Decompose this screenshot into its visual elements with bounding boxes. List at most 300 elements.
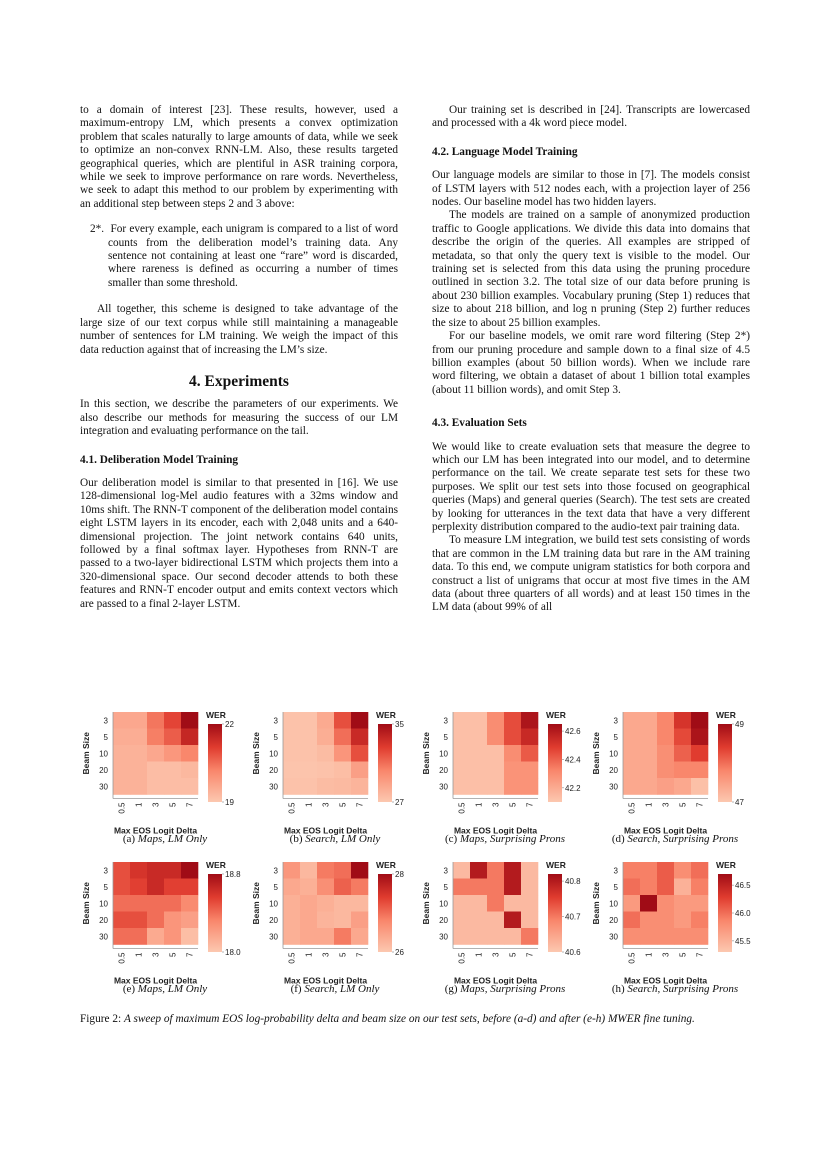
y-axis-label: Beam Size: [591, 881, 601, 925]
y-tick-label: 10: [99, 899, 108, 909]
heatmap-cell: [504, 912, 521, 929]
section-title: 4. Experiments: [189, 372, 289, 390]
right-column: [432, 104, 750, 615]
heatmap-cell: [657, 729, 674, 746]
subfigure-caption: [80, 833, 250, 845]
heatmap-cell: [470, 762, 487, 779]
heatmap-cell: [691, 912, 708, 929]
subfigure-title: Search, LM Only: [305, 833, 381, 845]
heatmap-cell: [181, 912, 198, 929]
heatmap-cell: [657, 928, 674, 945]
heatmap-cell: [147, 895, 164, 912]
heatmap-cell: [181, 712, 198, 729]
heatmap-panel: [250, 700, 420, 850]
heatmap-cell: [521, 928, 538, 945]
x-tick-label: 3: [491, 802, 501, 807]
subfigure-caption: [250, 833, 420, 845]
heatmap-cell: [657, 862, 674, 879]
heatmap-cell: [147, 879, 164, 896]
heatmap-cell: [283, 912, 300, 929]
x-tick-label: 7: [185, 802, 195, 807]
heatmap-cell: [181, 745, 198, 762]
y-tick-label: 10: [99, 749, 108, 759]
legend-title: WER: [376, 860, 396, 870]
colorbar-tick-label: 40.8: [565, 877, 581, 887]
colorbar: [548, 874, 562, 952]
heatmap-cell: [691, 778, 708, 795]
heatmap-cell: [334, 912, 351, 929]
heatmap-cell: [504, 895, 521, 912]
heatmap-cell: [181, 862, 198, 879]
heatmap-cell: [470, 745, 487, 762]
heatmap-cell: [181, 778, 198, 795]
heatmap-cell: [113, 895, 130, 912]
heatmap-cell: [521, 778, 538, 795]
heatmap-cell: [181, 762, 198, 779]
x-axis-label: Max EOS Logit Delta: [453, 975, 538, 986]
y-axis-label: Beam Size: [81, 731, 91, 775]
heatmap-cell: [674, 729, 691, 746]
y-tick-label: 20: [609, 915, 618, 925]
colorbar-tick-label: 42.2: [565, 783, 581, 793]
heatmap-cell: [334, 928, 351, 945]
heatmap-cell: [470, 862, 487, 879]
subfigure-caption: [420, 833, 590, 845]
colorbar-tick-label: 27: [395, 798, 404, 807]
y-tick-label: 5: [103, 882, 108, 892]
paragraph: to a domain of interest [23]. These results, however, used a maximum-entropy LM, which presents a convex optimization problem that scales naturally to large amounts of data, while we seek to optimize an non-convex RNN-LM. Also, these results targeted geographical queries, which are plentiful in ASR training corpora, while we seek to improve performance on rare words. Nevertheless, we seek to adapt this method to our problem by experimenting with an additional step between steps 2 and 3 above:: [80, 104, 398, 210]
heatmap-cell: [147, 762, 164, 779]
heatmap-cell: [691, 712, 708, 729]
heatmap-cell: [487, 762, 504, 779]
subfigure-title: Maps, Surprising Prons: [459, 833, 565, 845]
y-tick-label: 30: [609, 782, 618, 792]
heatmap-cell: [674, 928, 691, 945]
heatmap-cell: [164, 762, 181, 779]
heatmap-cell: [130, 762, 147, 779]
subfigure-caption: [590, 833, 760, 845]
y-tick-label: 10: [439, 749, 448, 759]
x-tick-label: 0.5: [287, 952, 297, 964]
heatmap-cell: [487, 745, 504, 762]
heatmap-cell: [317, 895, 334, 912]
x-tick-label: 5: [678, 802, 688, 807]
heatmap-cell: [674, 712, 691, 729]
heatmap-cell: [113, 862, 130, 879]
paragraph: For our baseline models, we omit rare word filtering (Step 2*) from our pruning procedure and sample down to a final size of 4.5 billion examples (about 50 billion words). When we include rare word filtering, we obtain a dataset of about 1 billion total examples (about 11 billion words), and omit Step 3.: [432, 330, 750, 396]
y-tick-label: 5: [273, 882, 278, 892]
x-tick-label: 0.5: [117, 952, 127, 964]
x-tick-label: 5: [168, 802, 178, 807]
heatmap-cell: [521, 912, 538, 929]
y-tick-label: 3: [273, 866, 278, 876]
heatmap-cell: [504, 729, 521, 746]
x-tick-label: 3: [661, 952, 671, 957]
x-tick-label: 1: [134, 952, 144, 957]
heatmap-cell: [147, 729, 164, 746]
y-axis-label: Beam Size: [251, 881, 261, 925]
heatmap-cell: [453, 712, 470, 729]
colorbar-tick-label: 26: [395, 948, 404, 957]
heatmap-cell: [504, 778, 521, 795]
heatmap-cell: [657, 778, 674, 795]
heatmap-cell: [181, 928, 198, 945]
heatmap-cell: [487, 879, 504, 896]
heatmap-cell: [657, 745, 674, 762]
x-tick-label: 0.5: [117, 802, 127, 814]
y-tick-label: 10: [609, 749, 618, 759]
paragraph: Our language models are similar to those in [7]. The models consist of LSTM layers with 512 nodes each, with a projection layer of 256 nodes. Our baseline model has two hidden layers.: [432, 169, 750, 209]
heatmap-cell: [351, 729, 368, 746]
heatmap-cell: [623, 745, 640, 762]
heatmap-cell: [351, 912, 368, 929]
heatmap-cell: [351, 712, 368, 729]
x-tick-label: 7: [695, 952, 705, 957]
heatmap-cell: [164, 862, 181, 879]
heatmap-cell: [453, 745, 470, 762]
paragraph: We would like to create evaluation sets that measure the degree to which our LM has been integrated into our model, and to determine performance on the tail. We create separate test sets for these two purposes. We split our test sets into those focused on geographical queries (Maps) and general queries (Search). The test sets are created by looking for utterances in the text data that have a very different perplexity distribution compared to the audio-text pair training data.: [432, 440, 750, 533]
heatmap-cell: [334, 762, 351, 779]
heatmap-svg: [420, 700, 590, 836]
heatmap-cell: [317, 928, 334, 945]
heatmap-svg: [80, 700, 250, 836]
heatmap-cell: [640, 778, 657, 795]
legend-title: WER: [206, 860, 226, 870]
x-tick-label: 5: [338, 802, 348, 807]
y-tick-label: 5: [103, 732, 108, 742]
y-tick-label: 3: [103, 866, 108, 876]
paragraph: Our deliberation model is similar to that presented in [16]. We use 128-dimensional log-Mel audio features with a 32ms window and 10ms shift. The RNN-T component of the deliberation model contains eight LSTM layers in its encoder, each with 2,048 units and a 640-dimensional projection. The joint network contains 640 units, followed by a final softmax layer. Hypotheses from RNN-T are passed to a two-layer bidirectional LSTM which projects them into a 320-dimensional space. Our second decoder attends to both these features and RNN-T encoder output and emits context vectors which are passed to a final 2-layer LSTM.: [80, 476, 398, 610]
heatmap-cell: [283, 762, 300, 779]
legend-title: WER: [716, 710, 736, 720]
heatmap-cell: [113, 879, 130, 896]
y-tick-label: 10: [439, 899, 448, 909]
y-tick-label: 30: [609, 932, 618, 942]
colorbar: [208, 724, 222, 802]
colorbar: [718, 724, 732, 802]
heatmap-cell: [317, 745, 334, 762]
heatmap-cell: [640, 745, 657, 762]
subfigure-label: (f): [290, 983, 302, 995]
heatmap-cell: [130, 862, 147, 879]
y-tick-label: 5: [613, 732, 618, 742]
x-tick-label: 7: [355, 952, 365, 957]
heatmap-cell: [334, 712, 351, 729]
heatmap-cell: [487, 862, 504, 879]
y-tick-label: 3: [273, 716, 278, 726]
y-tick-label: 30: [269, 782, 278, 792]
x-tick-label: 1: [474, 952, 484, 957]
heatmap-cell: [283, 778, 300, 795]
y-axis-label: Beam Size: [251, 731, 261, 775]
heatmap-cell: [283, 928, 300, 945]
y-tick-label: 20: [439, 915, 448, 925]
heatmap-cell: [487, 729, 504, 746]
y-tick-label: 20: [609, 765, 618, 775]
heatmap-cell: [487, 928, 504, 945]
subfigure-caption: [420, 983, 590, 995]
x-tick-label: 3: [321, 802, 331, 807]
list-item-label: 2*.: [90, 223, 105, 236]
heatmap-cell: [453, 895, 470, 912]
caption-label: Figure 2:: [80, 1013, 122, 1025]
colorbar-tick-label: 28: [395, 870, 404, 879]
heatmap-cell: [691, 862, 708, 879]
heatmap-cell: [147, 778, 164, 795]
heatmap-panel: [250, 850, 420, 1000]
x-axis-label: Max EOS Logit Delta: [113, 975, 198, 986]
heatmap-cell: [623, 729, 640, 746]
y-axis-label: Beam Size: [421, 731, 431, 775]
heatmap-cell: [504, 928, 521, 945]
heatmap-cell: [657, 762, 674, 779]
colorbar: [208, 874, 222, 952]
heatmap-cell: [130, 895, 147, 912]
x-tick-label: 1: [644, 952, 654, 957]
heatmap-panel: [590, 850, 760, 1000]
heatmap-panel: [420, 700, 590, 850]
heatmap-cell: [300, 729, 317, 746]
y-tick-label: 5: [443, 732, 448, 742]
caption-text: A sweep of maximum EOS log-probability delta and beam size on our test sets, before (a-d) and after (e-h) MWER fine tuning.: [123, 1013, 695, 1025]
heatmap-cell: [623, 778, 640, 795]
heatmap-cell: [504, 745, 521, 762]
heatmap-cell: [300, 762, 317, 779]
heatmap-cell: [487, 778, 504, 795]
heatmap-cell: [300, 862, 317, 879]
heatmap-cell: [113, 912, 130, 929]
heatmap-cell: [674, 778, 691, 795]
colorbar-tick-label: 22: [225, 720, 234, 729]
y-tick-label: 30: [439, 932, 448, 942]
heatmap-cell: [317, 762, 334, 779]
heatmap-cell: [317, 778, 334, 795]
heatmap-cell: [453, 879, 470, 896]
heatmap-cell: [521, 712, 538, 729]
x-tick-label: 7: [185, 952, 195, 957]
x-tick-label: 5: [168, 952, 178, 957]
heatmap-cell: [181, 879, 198, 896]
x-tick-label: 1: [474, 802, 484, 807]
x-tick-label: 5: [678, 952, 688, 957]
figure-caption: [80, 1013, 760, 1025]
colorbar-tick-label: 42.6: [565, 727, 581, 737]
colorbar-tick-label: 46.0: [735, 909, 751, 918]
legend-title: WER: [376, 710, 396, 720]
x-tick-label: 1: [304, 952, 314, 957]
y-tick-label: 30: [99, 782, 108, 792]
heatmap-cell: [470, 879, 487, 896]
x-tick-label: 0.5: [457, 802, 467, 814]
heatmap-panel: [80, 850, 250, 1000]
heatmap-cell: [300, 879, 317, 896]
x-tick-label: 0.5: [457, 952, 467, 964]
heatmap-cell: [147, 862, 164, 879]
paragraph: Our training set is described in [24]. Transcripts are lowercased and processed with a 4k word piece model.: [432, 104, 750, 130]
heatmap-cell: [640, 712, 657, 729]
heatmap-panel: [80, 700, 250, 850]
heatmap-cell: [164, 778, 181, 795]
y-tick-label: 3: [103, 716, 108, 726]
subfigure-caption: [590, 983, 760, 995]
heatmap-cell: [674, 862, 691, 879]
heatmap-cell: [674, 762, 691, 779]
heatmap-cell: [487, 895, 504, 912]
x-tick-label: 3: [151, 952, 161, 957]
heatmap-cell: [181, 895, 198, 912]
heatmap-cell: [487, 912, 504, 929]
heatmap-cell: [351, 895, 368, 912]
heatmap-cell: [640, 928, 657, 945]
heatmap-cell: [504, 762, 521, 779]
heatmap-cell: [470, 729, 487, 746]
y-tick-label: 10: [609, 899, 618, 909]
heatmap-cell: [300, 895, 317, 912]
heatmap-cell: [147, 745, 164, 762]
subfigure-caption: [250, 983, 420, 995]
subsection-title: 4.1. Deliberation Model Training: [80, 453, 239, 466]
colorbar: [378, 724, 392, 802]
heatmap-cell: [181, 729, 198, 746]
heatmap-cell: [317, 862, 334, 879]
colorbar-tick-label: 18.0: [225, 948, 241, 957]
heatmap-cell: [691, 762, 708, 779]
colorbar-tick-label: 49: [735, 720, 744, 729]
heatmap-cell: [164, 895, 181, 912]
subfigure-title: Search, Surprising Prons: [627, 983, 739, 995]
subfigure-label: (b): [289, 833, 303, 845]
heatmap-cell: [113, 729, 130, 746]
heatmap-cell: [657, 912, 674, 929]
x-axis-label: Max EOS Logit Delta: [113, 825, 198, 836]
heatmap-cell: [130, 712, 147, 729]
heatmap-cell: [164, 879, 181, 896]
heatmap-cell: [283, 879, 300, 896]
colorbar-tick-label: 40.6: [565, 948, 581, 957]
heatmap-cell: [130, 729, 147, 746]
y-tick-label: 10: [269, 749, 278, 759]
y-tick-label: 20: [269, 915, 278, 925]
heatmap-cell: [521, 745, 538, 762]
colorbar-tick-label: 42.4: [565, 755, 581, 765]
heatmap-cell: [640, 729, 657, 746]
heatmap-cell: [283, 729, 300, 746]
y-tick-label: 10: [269, 899, 278, 909]
list-item-step-2star: [80, 223, 398, 290]
heatmap-cell: [657, 895, 674, 912]
heatmap-svg: [80, 850, 250, 986]
heatmap-cell: [164, 712, 181, 729]
heatmap-cell: [283, 745, 300, 762]
heatmap-cell: [334, 729, 351, 746]
x-axis-label: Max EOS Logit Delta: [623, 975, 708, 986]
x-tick-label: 3: [661, 802, 671, 807]
heatmap-svg: [590, 850, 760, 986]
heatmap-cell: [351, 928, 368, 945]
colorbar-tick-label: 47: [735, 798, 744, 807]
paragraph: In this section, we describe the parameters of our experiments. We also describe our methods for measuring the success of our LM integration and evaluating performance on the tail.: [80, 398, 398, 438]
y-tick-label: 20: [269, 765, 278, 775]
heatmap-cell: [623, 862, 640, 879]
heatmap-cell: [521, 879, 538, 896]
heatmap-cell: [470, 712, 487, 729]
y-tick-label: 3: [613, 866, 618, 876]
y-tick-label: 3: [443, 866, 448, 876]
heatmap-cell: [453, 729, 470, 746]
heatmap-cell: [521, 895, 538, 912]
heatmap-cell: [623, 912, 640, 929]
subfigure-label: (e): [122, 983, 136, 995]
heatmap-cell: [351, 745, 368, 762]
y-tick-label: 30: [269, 932, 278, 942]
list-item-text: For every example, each unigram is compared to a list of word counts from the deliberation model’s training data. Any sentence not containing at least one “rare” word is discarded, where rareness is defined as occurring a number of times smaller than some threshold.: [108, 223, 398, 289]
heatmap-cell: [674, 895, 691, 912]
heatmap-cell: [300, 712, 317, 729]
subfigure-title: Maps, LM Only: [137, 983, 208, 995]
x-tick-label: 0.5: [287, 802, 297, 814]
paragraph: To measure LM integration, we build test sets consisting of words that are common in the LM training data but rare in the AM training data. To this end, we compute unigram statistics for both corpora and construct a list of unigrams that occur at most five times in the AM data (about three quarters of all words) and at least 150 times in the LM data (about 99% of all: [432, 534, 750, 614]
y-tick-label: 3: [613, 716, 618, 726]
heatmap-cell: [334, 895, 351, 912]
x-tick-label: 7: [525, 802, 535, 807]
legend-title: WER: [546, 710, 566, 720]
heatmap-svg: [420, 850, 590, 986]
heatmap-cell: [623, 762, 640, 779]
heatmap-cell: [113, 928, 130, 945]
x-tick-label: 0.5: [627, 952, 637, 964]
x-tick-label: 3: [151, 802, 161, 807]
heatmap-cell: [147, 928, 164, 945]
heatmap-cell: [521, 762, 538, 779]
legend-title: WER: [716, 860, 736, 870]
colorbar: [378, 874, 392, 952]
heatmap-cell: [130, 912, 147, 929]
x-tick-label: 1: [644, 802, 654, 807]
x-tick-label: 5: [508, 952, 518, 957]
heatmap-cell: [317, 879, 334, 896]
colorbar-tick-label: 18.8: [225, 870, 241, 879]
heatmap-cell: [691, 879, 708, 896]
y-tick-label: 20: [99, 915, 108, 925]
y-tick-label: 5: [443, 882, 448, 892]
heatmap-cell: [623, 928, 640, 945]
heatmap-cell: [674, 745, 691, 762]
x-axis-label: Max EOS Logit Delta: [453, 825, 538, 836]
heatmap-cell: [113, 778, 130, 795]
heatmap-cell: [334, 862, 351, 879]
heatmap-cell: [351, 778, 368, 795]
heatmap-cell: [623, 879, 640, 896]
colorbar-tick-label: 46.5: [735, 881, 751, 891]
x-axis-label: Max EOS Logit Delta: [283, 825, 368, 836]
heatmap-cell: [300, 745, 317, 762]
heatmap-cell: [164, 729, 181, 746]
heatmap-cell: [640, 879, 657, 896]
heatmap-cell: [351, 862, 368, 879]
subfigure-label: (a): [122, 833, 136, 845]
colorbar-tick-label: 19: [225, 798, 234, 807]
heatmap-svg: [250, 850, 420, 986]
heatmap-cell: [130, 928, 147, 945]
heatmap-cell: [317, 912, 334, 929]
left-column: [80, 104, 398, 611]
heatmap-cell: [283, 895, 300, 912]
heatmap-cell: [334, 879, 351, 896]
y-tick-label: 20: [99, 765, 108, 775]
x-tick-label: 3: [321, 952, 331, 957]
heatmap-cell: [147, 712, 164, 729]
y-tick-label: 30: [439, 782, 448, 792]
